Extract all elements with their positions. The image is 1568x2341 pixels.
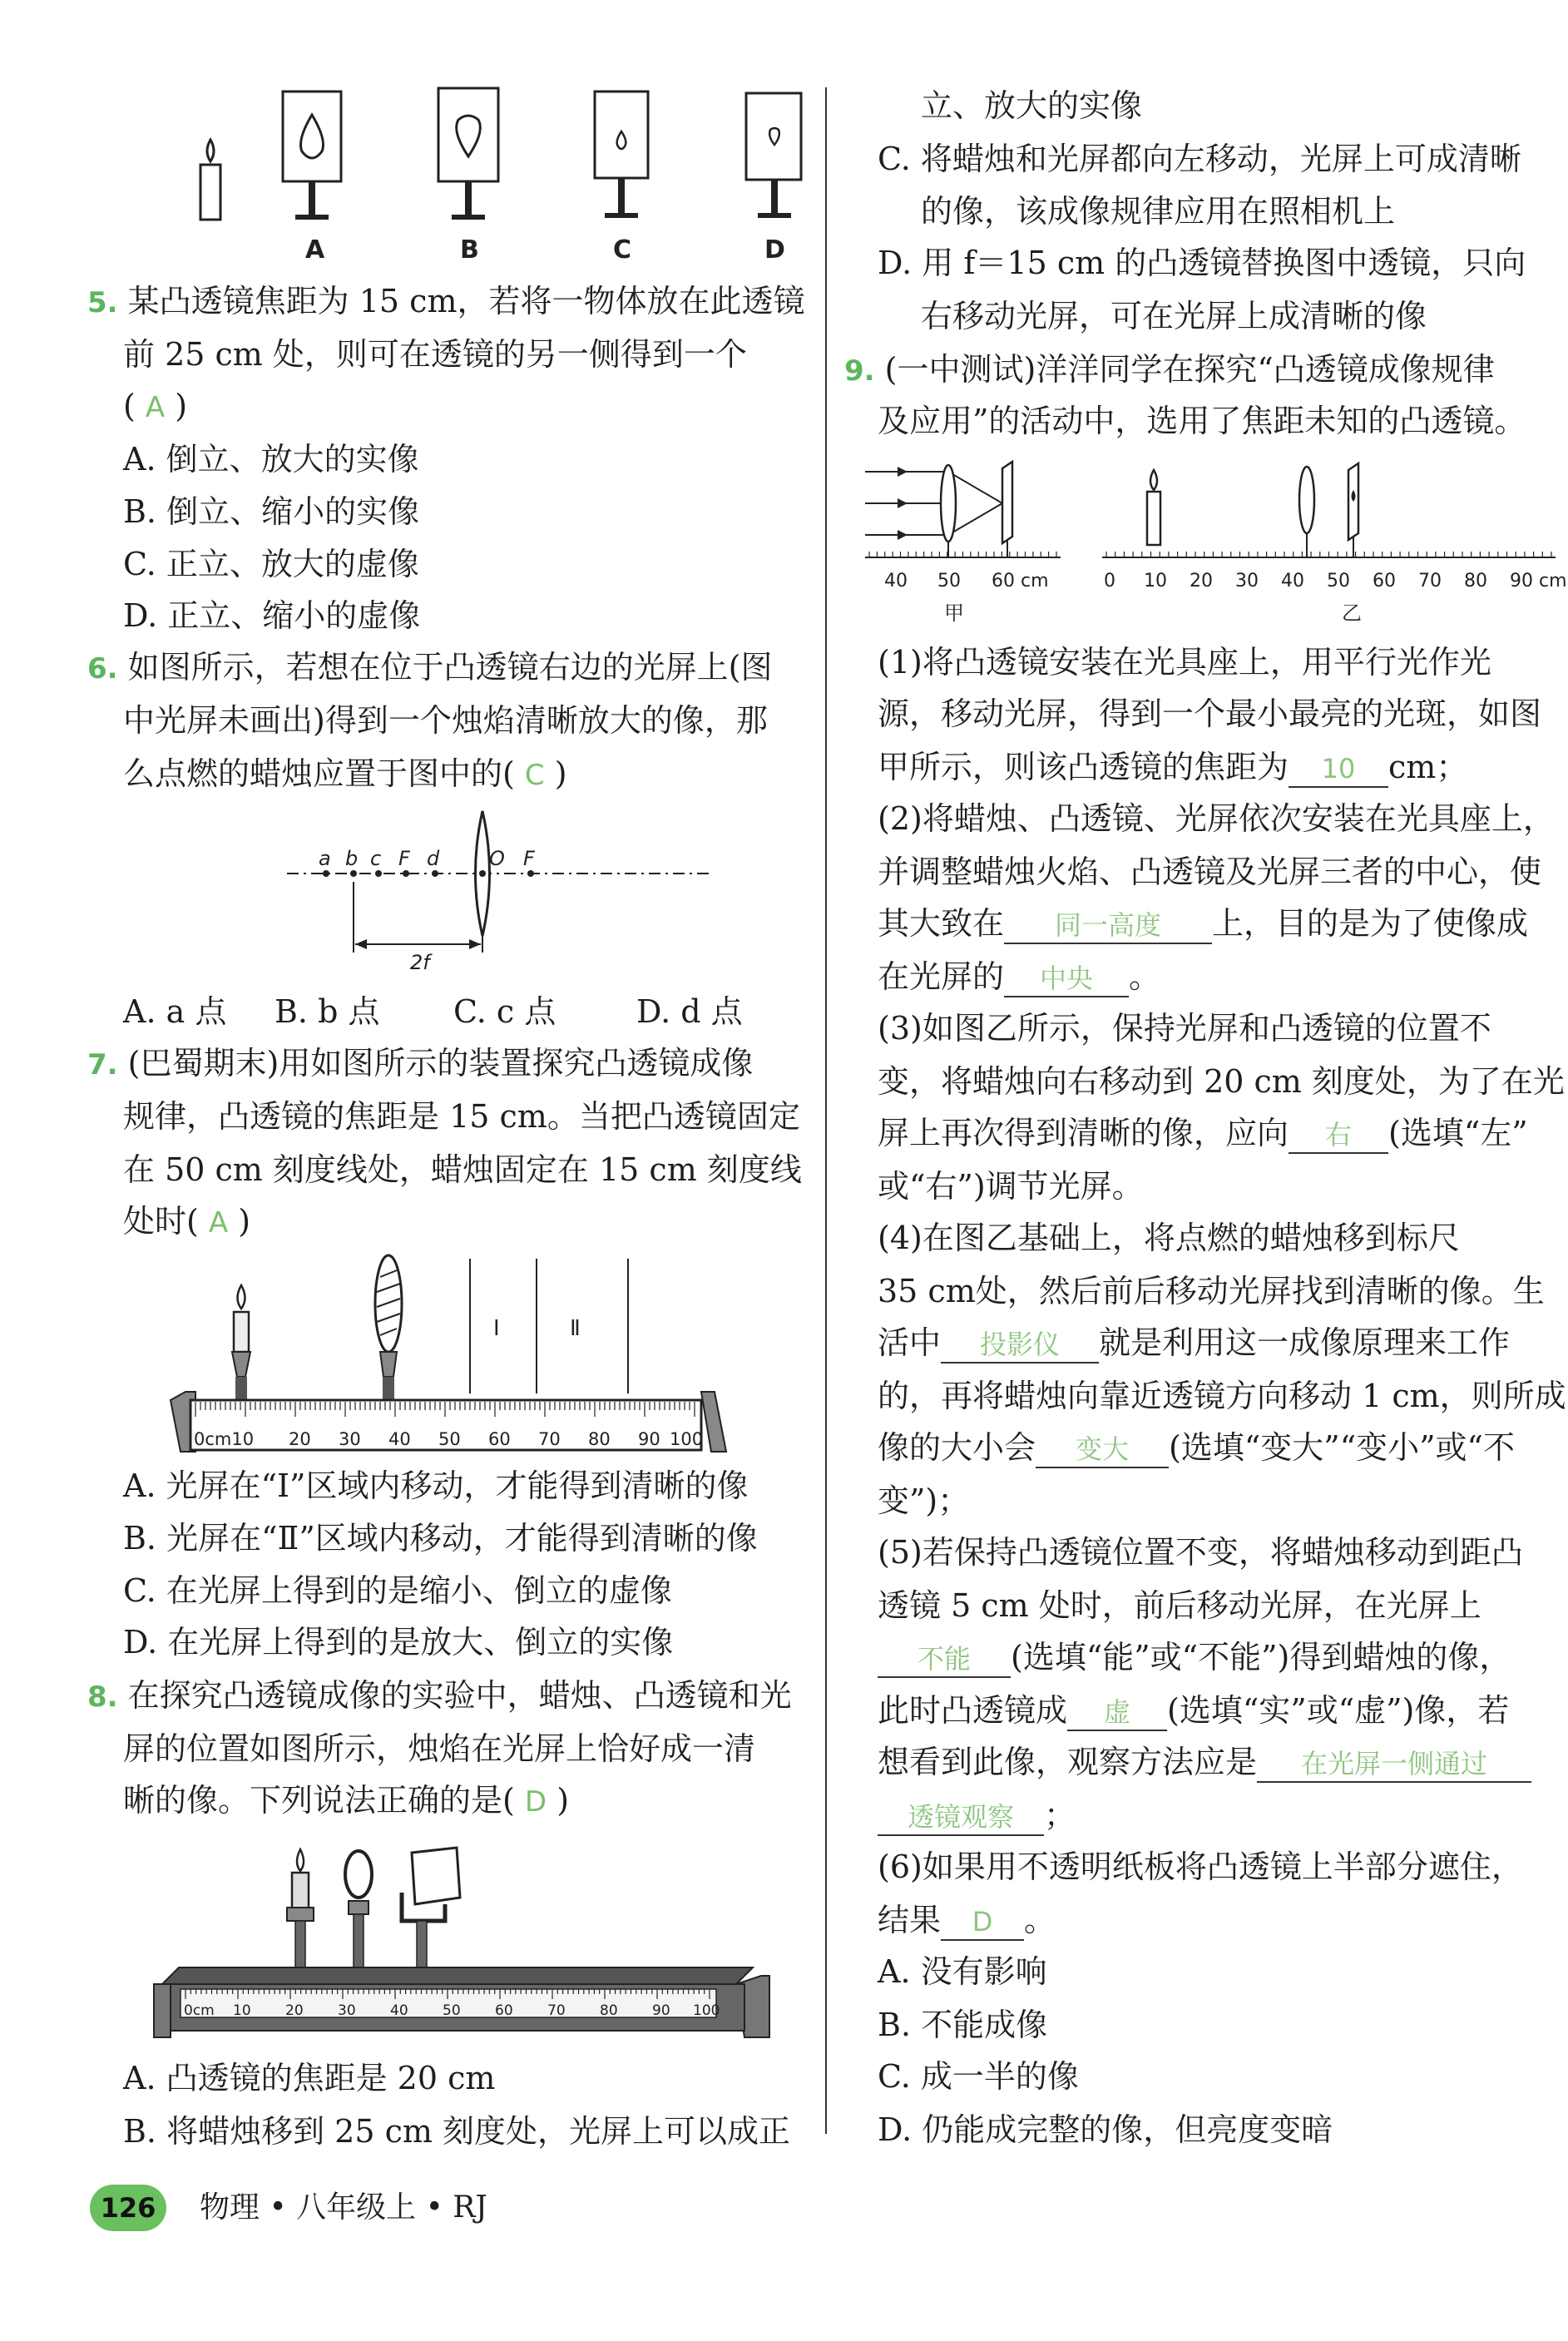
q9-p2-line-1: (2)将蜡烛、凸透镜、光屏依次安装在光具座上， — [878, 800, 1555, 837]
q8-option-a: A. 凸透镜的焦距是 20 cm — [123, 2060, 496, 2096]
q9-p4-line-1: (4)在图乙基础上，将点燃的蜡烛移到标尺 — [878, 1220, 1460, 1256]
q9-p6-post: 。 — [1024, 1902, 1056, 1938]
q8-tick-50: 50 — [443, 2002, 461, 2019]
q9-stem-2: 及应用”的活动中，选用了焦距未知的凸透镜。 — [878, 403, 1526, 439]
lens-icon — [375, 1255, 402, 1400]
q9-p3-line-3 — [878, 1111, 1528, 1155]
yi-tick-0: 0 — [1104, 571, 1115, 591]
q9-p6-pre: 结果 — [878, 1902, 942, 1938]
q7-option-d: D. 在光屏上得到的是放大、倒立的实像 — [123, 1624, 674, 1660]
q9-p4-line-5 — [878, 1426, 1515, 1469]
q6-stem-1: 如图所示，若想在位于凸透镜右边的光屏上(图 — [127, 649, 773, 685]
q5-stem-1: 某凸透镜焦距为 15 cm，若将一物体放在此透镜 — [127, 283, 805, 319]
q9-p3-answer: 右 — [1289, 1117, 1388, 1154]
option-label-a: A — [305, 235, 325, 265]
q8-number: 8. — [87, 1680, 118, 1714]
q9-p5-answer-3a: 在光屏一侧通过 — [1257, 1746, 1531, 1783]
q9-p3-line-2: 变，将蜡烛向右移动到 20 cm 刻度处，为了在光 — [878, 1063, 1565, 1100]
q9-line-1 — [844, 348, 1495, 393]
q5-stem-2: 前 25 cm 处，则可在透镜的另一侧得到一个 — [123, 336, 747, 373]
q9-p1-line-3 — [878, 745, 1467, 789]
q6-option-c: C. c 点 — [453, 993, 556, 1030]
q7-number: 7. — [87, 1048, 118, 1081]
q9-p6-line-2 — [878, 1898, 1056, 1942]
q9-number: 9. — [844, 354, 875, 388]
q8-option-c: C. 将蜡烛和光屏都向左移动，光屏上可成清晰 — [878, 141, 1521, 177]
q7-option-a: A. 光屏在“Ⅰ”区域内移动，才能得到清晰的像 — [123, 1467, 749, 1504]
q8-tick-80: 80 — [600, 2002, 618, 2019]
q9-p6-option-a: A. 没有影响 — [878, 1953, 1047, 1990]
jia-caption: 甲 — [944, 601, 964, 625]
q8-stem-3: 晰的像。下列说法正确的是( — [123, 1782, 515, 1819]
q7-stem-2: 规律，凸透镜的焦距是 15 cm。当把凸透镜固定 — [123, 1098, 800, 1135]
q6-point-b: b — [345, 847, 359, 870]
q6-point-d: d — [427, 847, 440, 870]
yi-ruler-ticks — [1106, 552, 1551, 557]
q9-p3-line-1: (3)如图乙所示，保持光屏和凸透镜的位置不 — [878, 1010, 1491, 1047]
screen-b — [438, 88, 498, 265]
q9-p4-line-2: 35 cm处，然后前后移动光屏找到清晰的像。生 — [878, 1273, 1545, 1309]
candle-icon — [1147, 470, 1160, 545]
q8-tick-0: 0cm — [184, 2002, 215, 2019]
q9-stem-1: (一中测试)洋洋同学在探究“凸透镜成像规律 — [884, 351, 1495, 388]
q8-stem-3-line: 晰的像。下列说法正确的是( D ) — [123, 1782, 570, 1819]
q7-stem-4-line: 处时( A ) — [123, 1203, 251, 1240]
q9-p2-line-4 — [878, 955, 1160, 998]
option-label-d: D — [764, 235, 785, 265]
lens-icon — [345, 1851, 372, 1972]
yi-caption: 乙 — [1342, 601, 1362, 625]
q5-option-a: A. 倒立、放大的实像 — [123, 441, 419, 478]
q7-figure — [162, 1252, 744, 1460]
q5-answer: A — [145, 391, 166, 424]
q7-tick-60: 60 — [488, 1429, 511, 1449]
q8-tick-100: 100 — [693, 2002, 720, 2019]
q7-tick-100: 100 — [670, 1429, 704, 1449]
q9-p4-answer-2: 变大 — [1036, 1432, 1169, 1468]
q9-p2-answer-1: 同一高度 — [1004, 908, 1212, 944]
option-label-c: C — [613, 235, 632, 265]
yi-tick-40: 40 — [1281, 571, 1304, 591]
q9-p4-pre: 活中 — [878, 1324, 942, 1361]
q7-stem-3: 在 50 cm 刻度线处，蜡烛固定在 15 cm 刻度线 — [123, 1151, 802, 1188]
q9-p5-pre3: 想看到此像，观察方法应是 — [878, 1744, 1258, 1780]
q7-option-c: C. 在光屏上得到的是缩小、倒立的虚像 — [123, 1572, 672, 1609]
q8-tick-10: 10 — [233, 2002, 251, 2019]
q9-p4-line-4: 的，再将蜡烛向靠近透镜方向移动 1 cm，则所成 — [878, 1378, 1566, 1414]
q6-number: 6. — [87, 652, 118, 685]
q8-answer: D — [524, 1785, 547, 1819]
q6-point-o: O — [489, 847, 505, 870]
q5-number: 5. — [87, 286, 118, 319]
q9-p5-answer-3b: 透镜观察 — [878, 1799, 1044, 1836]
q7-tick-70: 70 — [538, 1429, 561, 1449]
q6-line-1 — [87, 646, 773, 690]
yi-tick-60: 60 — [1373, 571, 1396, 591]
q9-p2-line-3 — [878, 902, 1528, 945]
yi-tick-80: 80 — [1464, 571, 1487, 591]
q8-option-b-cont: 立、放大的实像 — [921, 87, 1143, 124]
q6-option-b: B. b 点 — [275, 993, 380, 1030]
q9-figure-jia — [861, 453, 1069, 632]
q8-tick-90: 90 — [652, 2002, 670, 2019]
jia-tick-60: 60 cm — [992, 571, 1049, 591]
q9-p2-line-2: 并调整蜡烛火焰、凸透镜及光屏三者的中心，使 — [878, 854, 1542, 890]
jia-tick-40: 40 — [884, 571, 908, 591]
q9-p5-post2: (选填“实”或“虚”)像，若 — [1167, 1692, 1510, 1729]
q8-stem-2: 屏的位置如图所示，烛焰在光屏上恰好成一清 — [123, 1730, 756, 1767]
q5-option-b: B. 倒立、缩小的实像 — [123, 493, 420, 530]
q7-tick-30: 30 — [339, 1429, 361, 1449]
q6-option-d: D. d 点 — [636, 993, 743, 1030]
q9-p6-answer: D — [941, 1904, 1024, 1941]
screen-a — [283, 92, 341, 265]
q4-figure — [129, 83, 878, 270]
yi-tick-30: 30 — [1235, 571, 1259, 591]
candle-icon — [200, 140, 220, 220]
q9-p5-post3: ； — [1044, 1797, 1076, 1834]
q7-region-1: Ⅰ — [493, 1316, 500, 1341]
q6-answer: C — [524, 759, 545, 792]
q9-p4-line-3 — [878, 1321, 1510, 1364]
q6-point-f-left: F — [398, 847, 410, 870]
q7-region-2: Ⅱ — [570, 1316, 581, 1341]
q7-line-1 — [87, 1042, 753, 1086]
q9-p5-line-2: 透镜 5 cm 处时，前后移动光屏，在光屏上 — [878, 1587, 1481, 1624]
q9-p5-answer-2: 虚 — [1067, 1695, 1167, 1731]
q9-p2-pre: 其大致在 — [878, 905, 1005, 942]
q7-stem-1: (巴蜀期末)用如图所示的装置探究凸透镜成像 — [127, 1045, 754, 1081]
q9-p5-line-4 — [878, 1689, 1509, 1732]
q9-p1-pre: 甲所示，则该凸透镜的焦距为 — [878, 749, 1289, 785]
q9-p1-line-1: (1)将凸透镜安装在光具座上，用平行光作光 — [878, 644, 1491, 681]
q7-tick-20: 20 — [289, 1429, 311, 1449]
q7-tick-50: 50 — [438, 1429, 461, 1449]
jia-ruler-ticks — [869, 552, 1056, 557]
q9-p2-answer-2: 中央 — [1004, 961, 1129, 997]
q5-line-1 — [87, 280, 805, 324]
q9-p6-line-1: (6)如果用不透明纸板将凸透镜上半部分遮住， — [878, 1849, 1523, 1885]
q7-option-b: B. 光屏在“Ⅱ”区域内移动，才能得到清晰的像 — [123, 1520, 758, 1557]
yi-tick-20: 20 — [1190, 571, 1213, 591]
q9-p4-answer-1: 投影仪 — [941, 1327, 1099, 1364]
q9-p3-pre: 屏上再次得到清晰的像，应向 — [878, 1115, 1289, 1151]
q9-p5-line-1: (5)若保持凸透镜位置不变，将蜡烛移动到距凸 — [878, 1534, 1523, 1571]
q6-stem-3: 么点燃的蜡烛应置于图中的( — [123, 755, 515, 792]
q9-p3-post: (选填“左” — [1388, 1115, 1528, 1151]
q6-stem-2: 中光屏未画出)得到一个烛焰清晰放大的像，那 — [123, 702, 768, 739]
q9-p4-line-6: 变”)； — [878, 1482, 970, 1519]
q9-p5-line-6 — [878, 1794, 1076, 1837]
q9-p5-pre2: 此时凸透镜成 — [878, 1692, 1068, 1729]
q6-point-c: c — [370, 847, 382, 870]
q7-answer: A — [208, 1206, 229, 1240]
q8-stem-1: 在探究凸透镜成像的实验中，蜡烛、凸透镜和光 — [127, 1677, 792, 1714]
q9-p6-option-b: B. 不能成像 — [878, 2007, 1048, 2043]
yi-tick-50: 50 — [1327, 571, 1350, 591]
q7-tick-80: 80 — [588, 1429, 611, 1449]
q9-p2-mid: 上，目的是为了使像成 — [1212, 905, 1529, 942]
q9-p2-post2: 。 — [1129, 958, 1161, 995]
q6-option-a: A. a 点 — [123, 993, 227, 1030]
q5-answer-line: ( A ) — [123, 388, 188, 424]
candle-icon — [287, 1849, 314, 1972]
screen-c — [595, 92, 648, 265]
q9-p2-pre2: 在光屏的 — [878, 958, 1005, 995]
q6-point-a: a — [319, 847, 331, 870]
q9-p1-answer: 10 — [1289, 751, 1388, 788]
option-label-b: B — [460, 235, 479, 265]
q7-stem-4: 处时( — [123, 1203, 199, 1240]
q8-tick-20: 20 — [285, 2002, 304, 2019]
yi-tick-90: 90 cm — [1510, 571, 1567, 591]
q9-p4-pre2: 像的大小会 — [878, 1429, 1036, 1466]
q8-option-d: D. 用 f＝15 cm 的凸透镜替换图中透镜，只向 — [878, 245, 1526, 281]
yi-tick-10: 10 — [1144, 571, 1167, 591]
candle-icon — [232, 1285, 250, 1400]
q8-figure — [137, 1834, 786, 2042]
q7-tick-40: 40 — [388, 1429, 411, 1449]
q9-p6-option-d: D. 仍能成完整的像，但亮度变暗 — [878, 2111, 1333, 2148]
q9-p5-post1: (选填“能”或“不能”)得到蜡烛的像， — [1011, 1639, 1511, 1675]
q8-tick-40: 40 — [390, 2002, 408, 2019]
column-divider — [825, 87, 827, 2134]
screen-d — [746, 93, 801, 265]
q9-p1-line-2: 源，移动光屏，得到一个最小最亮的光斑，如图 — [878, 695, 1542, 732]
q9-p5-line-3 — [878, 1636, 1511, 1679]
q6-point-f-right: F — [523, 847, 535, 870]
q6-dim-2f: 2f — [410, 951, 430, 974]
q6-stem-3-line: 么点燃的蜡烛应置于图中的( C ) — [123, 755, 567, 792]
q7-tick-0: 0cm10 — [194, 1429, 255, 1449]
q8-option-d-cont: 右移动光屏，可在光屏上成清晰的像 — [921, 298, 1427, 334]
q9-p4-post2: (选填“变大”“变小”或“不 — [1169, 1429, 1515, 1466]
q8-tick-60: 60 — [495, 2002, 513, 2019]
q5-option-d: D. 正立、缩小的虚像 — [123, 597, 421, 634]
q6-figure — [287, 803, 720, 977]
q9-p4-post: 就是利用这一成像原理来工作 — [1099, 1324, 1511, 1361]
q8-tick-70: 70 — [547, 2002, 566, 2019]
q7-tick-90: 90 — [638, 1429, 660, 1449]
q8-option-c-cont: 的像，该成像规律应用在照相机上 — [921, 193, 1396, 230]
q8-tick-30: 30 — [338, 2002, 356, 2019]
q9-p3-line-4: 或“右”)调节光屏。 — [878, 1168, 1144, 1205]
q9-p1-post: cm； — [1388, 749, 1468, 785]
q9-p5-line-5 — [878, 1740, 1531, 1784]
q9-p5-answer-1: 不能 — [878, 1641, 1011, 1678]
yi-tick-70: 70 — [1418, 571, 1442, 591]
q8-option-b: B. 将蜡烛移到 25 cm 刻度处，光屏上可以成正 — [123, 2113, 790, 2150]
book-info: 物理 • 八年级上 • RJ — [200, 2190, 487, 2225]
page-number: 126 — [90, 2185, 166, 2231]
screen-icon — [402, 1848, 460, 1972]
q5-option-c: C. 正立、放大的虚像 — [123, 546, 419, 582]
q9-figure-yi — [1094, 453, 1567, 632]
q8-line-1 — [87, 1674, 792, 1719]
jia-tick-50: 50 — [937, 571, 961, 591]
q9-p6-option-c: C. 成一半的像 — [878, 2058, 1079, 2095]
